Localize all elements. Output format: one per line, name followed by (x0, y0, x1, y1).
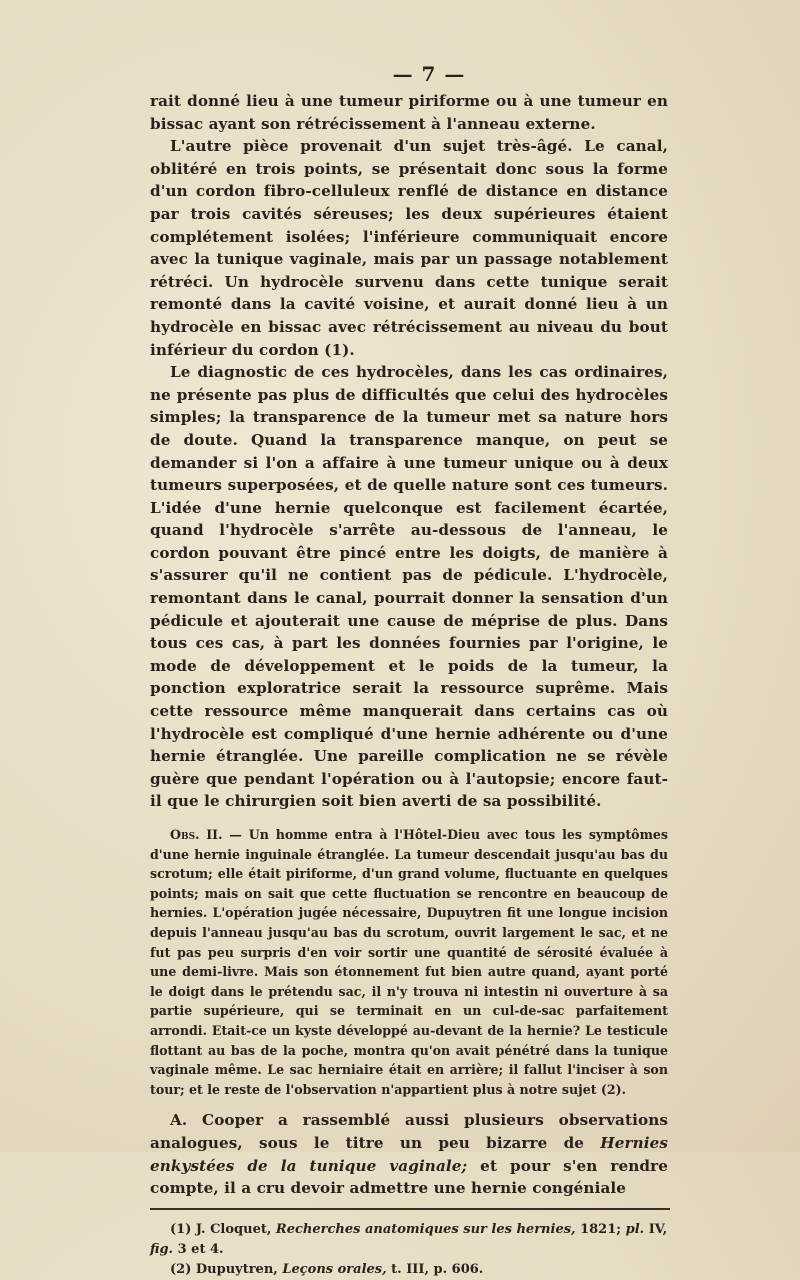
footnote-2-ref: t. III, p. 606. (386, 1261, 484, 1277)
closing-text (150, 1109, 668, 1199)
footnote-1-fig: fig. (150, 1241, 174, 1257)
footnote-2-title: Leçons orales, (282, 1261, 387, 1277)
observation-text: — Un homme entra à l'Hôtel-Dieu avec tous les symptômes d'une hernie inguinale étranglée. La tumeur descendait jusqu'au bas du scrotum; elle était piriforme, d'un grand volume, fluctuante en quelques points; mais on sait que cette fluctuation se rencontre en beaucoup de hernies. L'opération jugée nécessaire, Dupuytren fit une longue incision depuis l'anneau jusqu'au bas du scrotum, ouvrit largement le sac, et ne fut pas peu surpris d'en voir sortir une quantité de sérosité évaluée à une demi-livre. Mais son étonnement fut bien autre quand, ayant porté le doigt dans le prétendu sac, il n'y trouva ni intestin ni ouverture à sa partie supérieure, qui se terminait en un cul-de-sac parfaitement arrondi. Etait-ce un kyste développé au-devant de la hernie? Le testicule flottant au bas de la poche, montra qu'on avait pénétré dans la tunique vaginale même. Le sac herniaire était en arrière; il fallut l'inciser à son tour; et le reste de l'observation n'appartient plus à notre sujet (2). (150, 827, 668, 1097)
observation-label: Obs. II. (170, 827, 223, 842)
paragraph-4-end: et pour s'en rendre compte, il a cru devoir admettre une hernie congéniale (150, 1156, 668, 1198)
footnote-1-figures: 3 et 4. (173, 1241, 224, 1257)
footnote-2-author: (2) Dupuytren, (170, 1261, 283, 1277)
document-page (150, 62, 668, 1280)
footnote-1-pl: pl. (625, 1221, 645, 1237)
footnote-1-year: 1821; (575, 1221, 626, 1237)
footnote-divider (150, 1208, 670, 1210)
paragraph-1: rait donné lieu à une tumeur piriforme ou à une tumeur en bissac ayant son rétrécissement à l'anneau externe. (150, 92, 668, 133)
footnote-1-author: (1) J. Cloquet, (170, 1221, 276, 1237)
footnote-1 (150, 1220, 668, 1260)
paragraph-4-start: A. Cooper a rassemblé aussi plusieurs observations analogues, sous le titre un peu bizarre de (150, 1111, 668, 1152)
paragraph-3: Le diagnostic de ces hydrocèles, dans les cas ordinaires, ne présente pas plus de difficultés que celui des hydrocèles simples; la transparence de la tumeur met sa nature hors de doute. Quand la transparence manque, on peut se demander si l'on a affaire à une tumeur unique ou à deux tumeurs superposées, et de quelle nature sont ces tumeurs. L'idée d'une hernie quelconque est facilement écartée, quand l'hydrocèle s'arrête au-dessous de l'anneau, le cordon pouvant être pincé entre les doigts, de manière à s'assurer qu'il ne contient pas de pédicule. L'hydrocèle, remontant dans le canal, pourrait donner la sensation d'un pédicule et ajouterait une cause de méprise de plus. Dans tous ces cas, à part les données fournies par l'origine, le mode de développement et le poids de la tumeur, la ponction exploratrice serait la ressource suprême. Mais cette ressource même manquerait dans certains cas où l'hydrocèle est compliqué d'une hernie adhérente ou d'une hernie étranglée. Une pareille complication ne se révèle guère que pendant l'opération ou à l'autopsie; encore faut-il que le chirurgien soit bien averti de sa possibilité. (150, 363, 668, 811)
observation-paragraph (150, 825, 668, 1099)
footnotes (150, 1220, 668, 1280)
observation-block (150, 825, 668, 1099)
paragraph-4 (150, 1109, 668, 1199)
page-number: — 7 — (392, 62, 466, 86)
footnote-1-title: Recherches anatomiques sur les hernies, (275, 1221, 576, 1237)
footnote-2 (150, 1260, 668, 1280)
paragraph-2: L'autre pièce provenait d'un sujet très-âgé. Le canal, oblitéré en trois points, se présentait donc sous la forme d'un cordon fibro-celluleux renflé de distance en distance par trois cavités séreuses; les deux supérieures étaient complétement isolées; l'inférieure communiquait encore avec la tunique vaginale, mais par un passage notablement rétréci. Un hydrocèle survenu dans cette tunique serait remonté dans la cavité voisine, et aurait donné lieu à un hydrocèle en bissac avec rétrécissement au niveau du bout inférieur du cordon (1). (150, 137, 668, 359)
footnote-1-plate: IV, (644, 1221, 668, 1237)
paragraph-4-italic: Hernies enkystées de la tunique vaginale; (150, 1133, 668, 1175)
main-text (150, 90, 668, 813)
